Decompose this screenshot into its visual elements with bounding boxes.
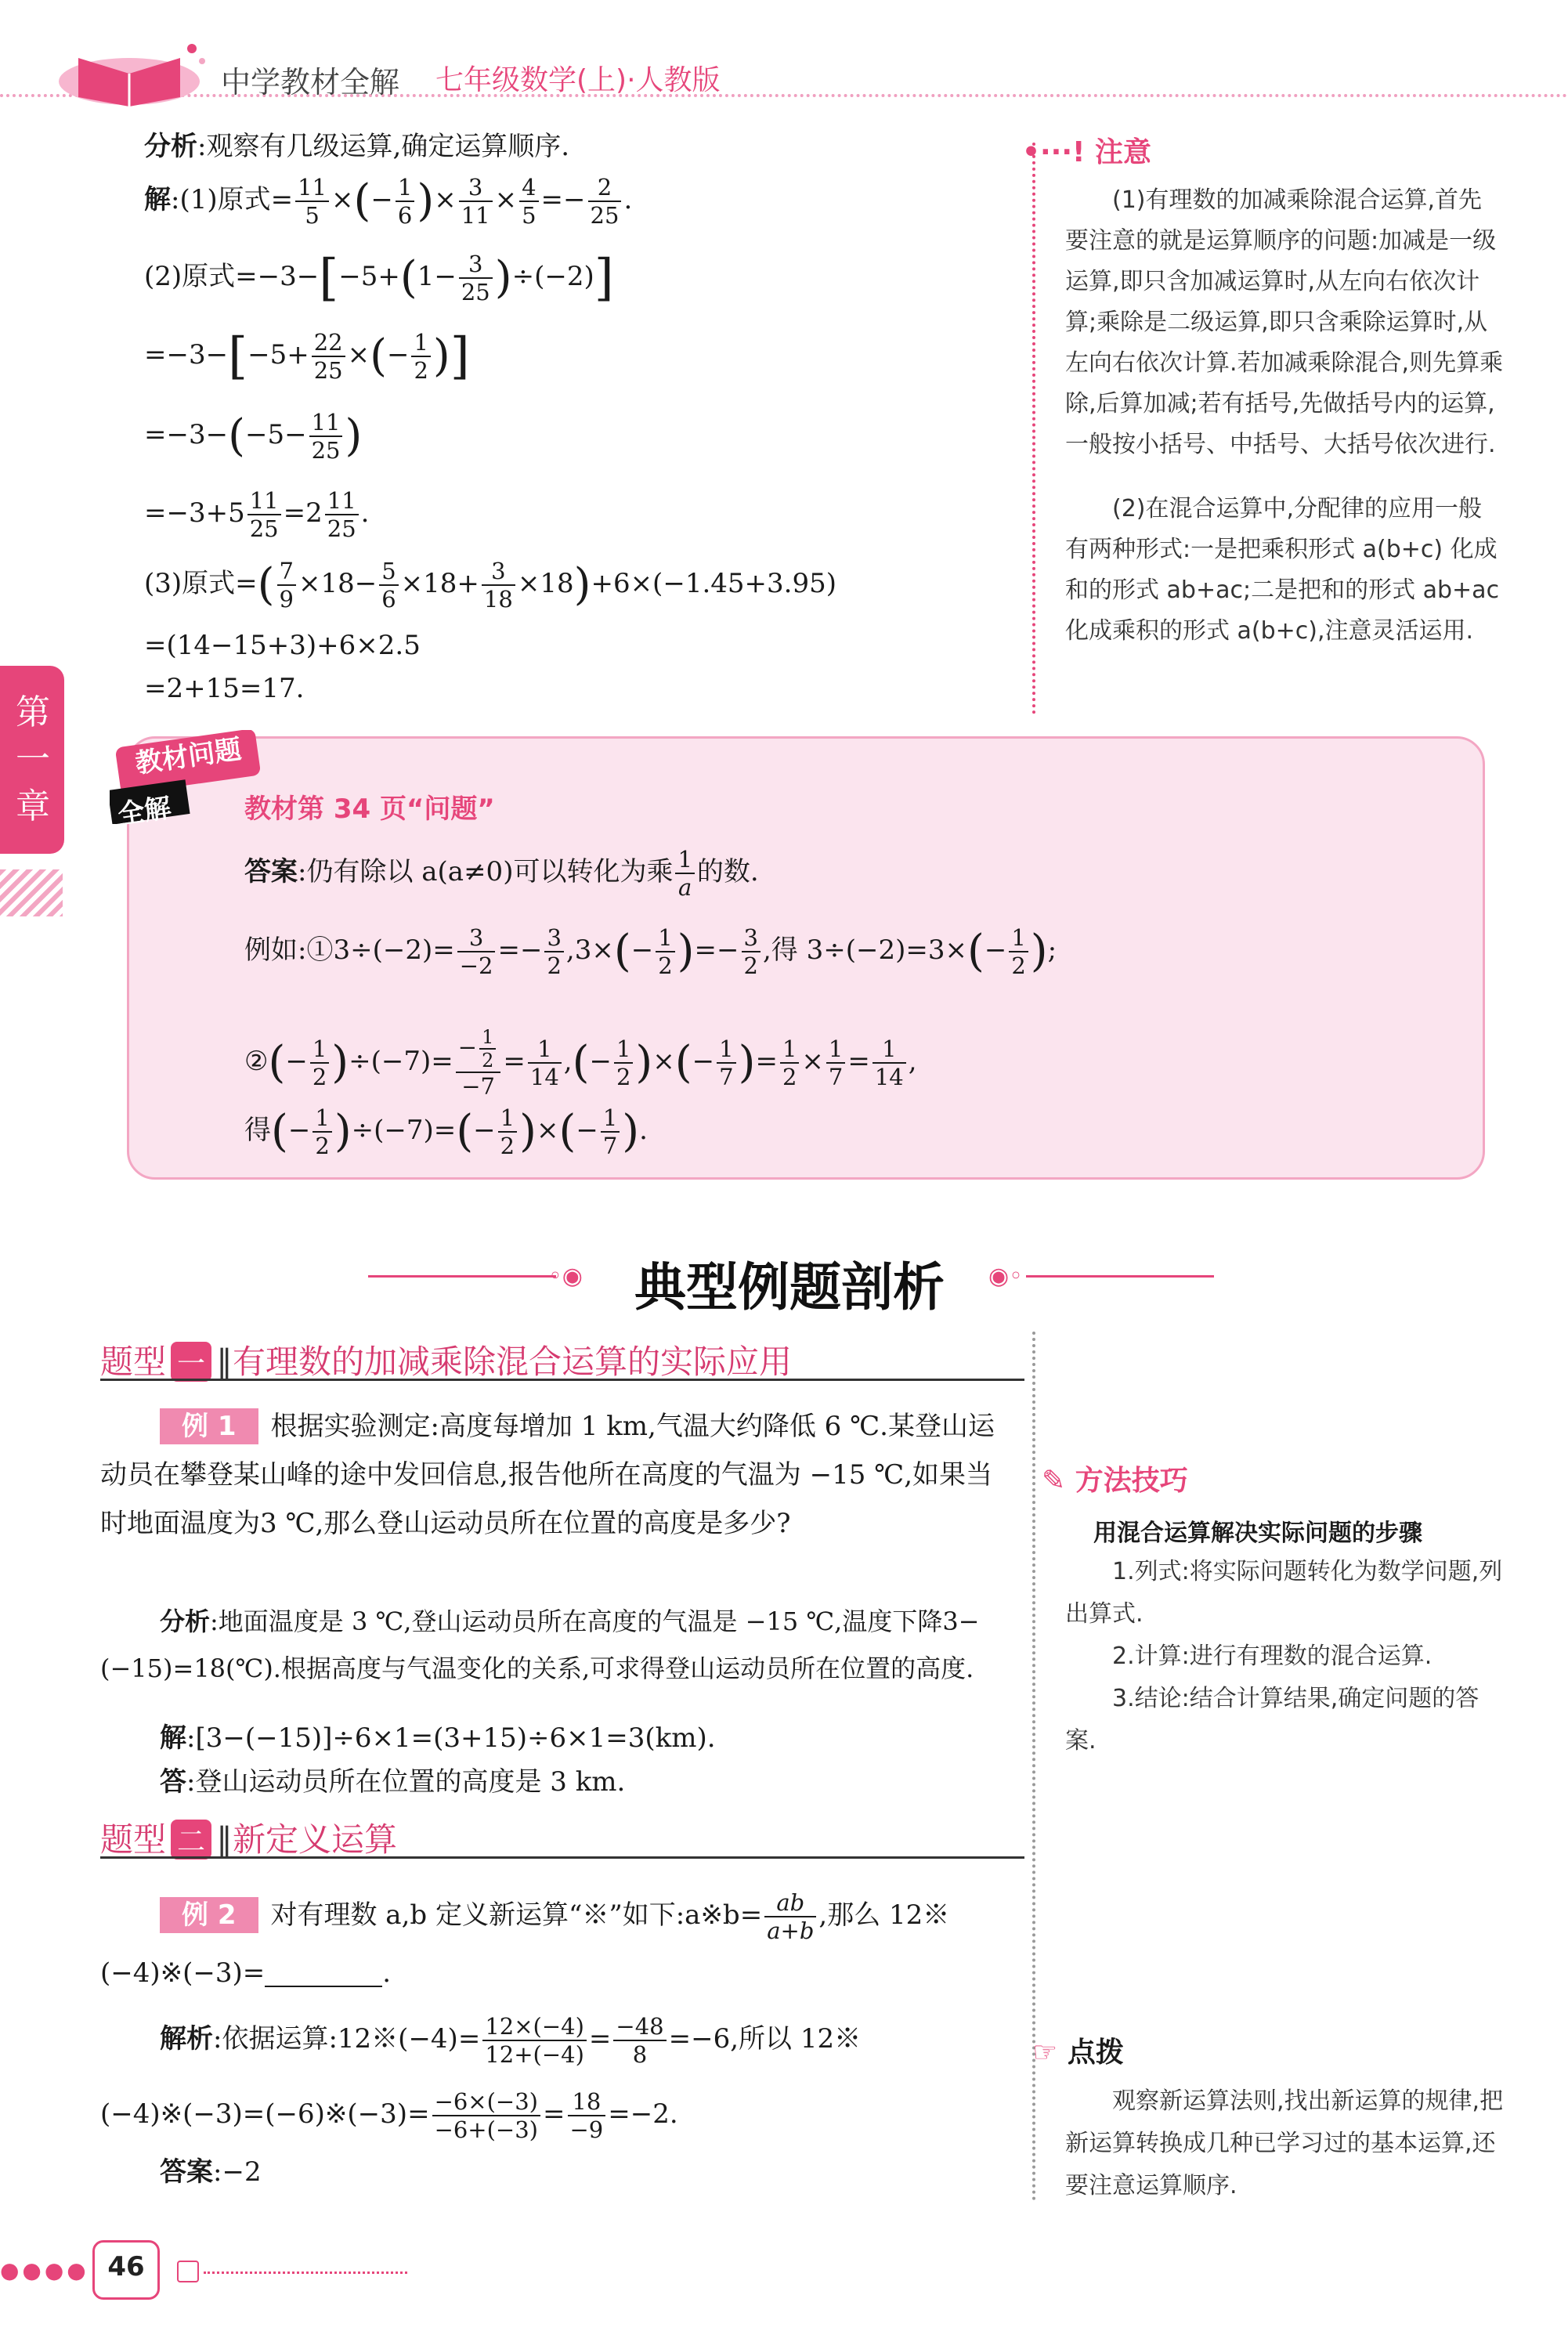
tips-step-3: 3.结论:结合计算结果,确定问题的答案. (1065, 1685, 1479, 1755)
analysis-label: 分析 (144, 131, 197, 162)
analysis-line (144, 124, 569, 169)
example2-text: 例 2 对有理数 a,b 定义新运算“※”如下:a※b= $\frac{ab}{a+b}$ ,那么 12※ (160, 1889, 949, 1944)
example2-analysis: 解析:依据运算:12※(−4)= $\frac{12\times(-4)}{12+(-4)}$ = $\frac{-48}{8}$ =−6,所以 12※ (160, 2013, 862, 2068)
chapter-tab-label: 第一章 (16, 692, 50, 826)
note-marker-icon: •···! (1022, 136, 1095, 168)
note-title: •···! 注意 (1022, 136, 1152, 168)
question-answer-label: 答案 (244, 856, 298, 887)
question-example-1: 例如:①3÷(−2)= $\frac{3}{-2}$ =− $\frac{3}{2}$ ,3×(− $\frac{1}{2}$ )=− $\frac{3}{2}$ ,得 3÷(−2)=3×(− $\frac{1}{2}$ ); (244, 924, 1057, 979)
type1-number: 一 (171, 1342, 211, 1382)
example1-answer-label: 答 (160, 1766, 186, 1798)
tips-step-1: 1.列式:将实际问题转化为数学问题,列出算式. (1065, 1558, 1503, 1628)
solution-part3-line3: =2+15=17. (144, 673, 305, 704)
example1-label: 例 1 (160, 1408, 258, 1444)
type1-rule (100, 1379, 1024, 1381)
book-title: 中学教材全解 (221, 65, 400, 99)
book-logo-icon (55, 34, 211, 110)
example1-answer: 答:登山运动员所在位置的高度是 3 km. (160, 1766, 626, 1798)
type2-number: 二 (171, 1820, 211, 1860)
example1-analysis: 分析:地面温度是 3 ℃,登山运动员所在高度的气温是 −15 ℃,温度下降3−(−15)=18(℃).根据高度与气温变化的关系,可求得登山运动员所在位置的高度. (100, 1607, 980, 1683)
example2-analysis-line2: (−4)※(−3)=(−6)※(−3)= $\frac{-6\times(-3)}{-6+(-3)}$ = $\frac{18}{-9}$ =−2. (100, 2088, 678, 2143)
note-paragraph-1: (1)有理数的加减乘除混合运算,首先要注意的就是运算顺序的问题:加减是一级运算,即只含加减运算时,从左向右依次计算;乘除是二级运算,即只含乘除运算时,从左向右依次计算.若加减乘除混合,则先算乘除,后算加减;若有括号,先做括号内的运算,一般按小括号、中括号、大括号依次进行. (1065, 186, 1504, 458)
question-example-prefix: 例如:①3÷(−2)= (244, 934, 455, 966)
footer-dots: ●●●● (0, 2257, 89, 2283)
pointing-hand-icon: ☞ (1032, 2037, 1058, 2069)
tips-subtitle: 用混合运算解决实际问题的步骤 (1093, 1520, 1422, 1547)
question-example-2: ②(− $\frac{1}{2}$ )÷(−7)= − $\frac{1}{2}$ −7 = $\frac{1}{14}$ ,(− $\frac{1}{2}$ )×(− $\frac{1}{7}$ )= $\frac{1}{2}$ × $\frac{1}{7}$ = $\frac{1}{14}$ , (244, 1026, 917, 1100)
solution-part3-line1: (3)原式=( $\frac{7}{9}$ ×18− $\frac{5}{6}$ ×18+ $\frac{3}{18}$ ×18)+6×(−1.45+3.95) (144, 558, 836, 613)
example2-answer: 答案:−2 (160, 2156, 262, 2188)
pen-icon: ✎ (1042, 1465, 1066, 1497)
footer-square-icon (177, 2261, 199, 2282)
question-answer-text: :仍有除以 a(a≠0)可以转化为乘 (298, 856, 674, 887)
solution-p3-prefix: (3)原式= (144, 568, 258, 599)
note-paragraph-2: (2)在混合运算中,分配律的应用一般有两种形式:一是把乘积形式 a(b+c) 化成和的形式 ab+ac;二是把和的形式 ab+ac 化成乘积的形式 a(b+c),注意灵活运用. (1065, 495, 1500, 645)
chapter-tab-stripes (0, 869, 63, 916)
section-title-right-icon: ◉◦ (988, 1263, 1023, 1290)
solution-part2-line3: =−3−(−5− $\frac{11}{25}$ ) (144, 409, 363, 464)
tips-step-2: 2.计算:进行有理数的混合运算. (1112, 1643, 1433, 1670)
solution-label: 解 (144, 184, 171, 215)
solution-part1: 解:(1)原式= $\frac{11}{5}$ ×(− $\frac{1}{6}$ )× $\frac{3}{11}$ × $\frac{4}{5}$ =− $\frac{2}{25}$ . (144, 174, 633, 229)
hint-text: 观察新运算法则,找出新运算的规律,把新运算转换成几种已学习过的基本运算,还要注意运算顺序. (1065, 2087, 1504, 2199)
question-badge-top: 教材问题 (133, 733, 244, 780)
book-subtitle: 七年级数学(上)·人教版 (435, 64, 721, 96)
type2-heading: 题型 二 ∥新定义运算 (100, 1820, 398, 1859)
question-result: 得(− $\frac{1}{2}$ )÷(−7)=(− $\frac{1}{2}$ )×(− $\frac{1}{7}$ ). (244, 1104, 648, 1159)
type2-title: 新定义运算 (233, 1820, 398, 1859)
section-title: 典型例题剖析 (634, 1257, 945, 1317)
solution-part2-line1: (2)原式=−3−[−5+(1− $\frac{3}{25}$ )÷(−2)] (144, 249, 614, 307)
hint-title: ☞ 点拨 (1032, 2037, 1124, 2069)
section-title-rule-right (1026, 1275, 1214, 1278)
section-title-left-icon: ◦◉ (548, 1263, 583, 1290)
section-title-rule-left (368, 1275, 556, 1278)
example1-text: 例 1 根据实验测定:高度每增加 1 km,气温大约降低 6 ℃.某登山运动员在攀登某山峰的途中发回信息,报告他所在高度的气温为 −15 ℃,如果当时地面温度为3 ℃,那么登山运动员所在位置的高度是多少? (100, 1402, 1017, 1548)
solution-part3-line2: =(14−15+3)+6×2.5 (144, 630, 421, 661)
example2-label: 例 2 (160, 1897, 258, 1933)
question-answer: 答案:仍有除以 a(a≠0)可以转化为乘 $\frac{1}{a}$ 的数. (244, 846, 759, 901)
fraction: $\frac{11}{5}$ (295, 174, 329, 229)
example1-solution-label: 解 (160, 1722, 186, 1754)
page-number: 46 (107, 2251, 145, 2282)
solution-p2-prefix: (2)原式= (144, 261, 258, 292)
type1-heading: 题型 一 ∥有理数的加减乘除混合运算的实际应用 (100, 1343, 793, 1381)
analysis-text: :观察有几级运算,确定运算顺序. (197, 131, 570, 162)
example2-answer-label: 答案 (160, 2156, 213, 2188)
tips-divider (1032, 1332, 1035, 2201)
solution-part2-line2: =−3−[−5+ $\frac{22}{25}$ ×(− $\frac{1}{2}$ )] (144, 327, 470, 385)
question-badge-bottom: 全解 (116, 792, 173, 831)
example2-question-line: (−4)※(−3)= . (100, 1957, 392, 1989)
tips-title: ✎ 方法技巧 (1042, 1465, 1188, 1497)
question-answer-tail: 的数. (696, 856, 759, 887)
solution-part2-line4: =−3+5 $\frac{11}{25}$ =2 $\frac{11}{25}$ . (144, 487, 370, 542)
note-divider (1032, 143, 1035, 714)
example1-solution: 解:[3−(−15)]÷6×1=(3+15)÷6×1=3(km). (160, 1722, 716, 1754)
type1-title: 有理数的加减乘除混合运算的实际应用 (233, 1343, 793, 1381)
example2-analysis-label: 解析 (160, 2023, 213, 2055)
type2-rule (100, 1856, 1024, 1859)
footer-line (204, 2272, 407, 2274)
question-result-prefix: 得 (244, 1115, 271, 1146)
example1-analysis-label: 分析 (160, 1607, 211, 1636)
solution-p1-prefix: :(1)原式= (171, 184, 294, 215)
question-title: 教材第 34 页“问题” (244, 793, 495, 825)
answer-blank[interactable] (265, 1962, 382, 1987)
